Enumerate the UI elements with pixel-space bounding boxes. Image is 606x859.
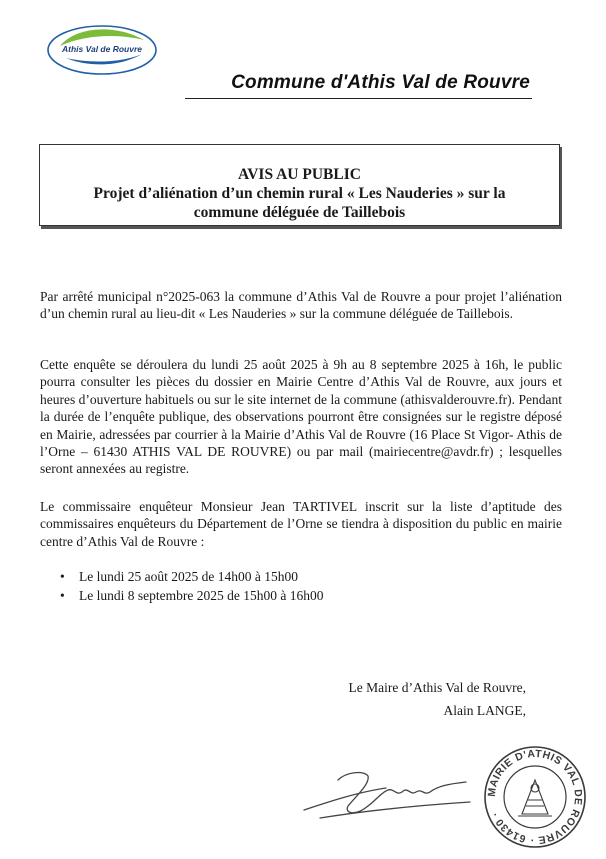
notice-subject-line2: commune déléguée de Taillebois (193, 204, 406, 221)
list-item: • Le lundi 8 septembre 2025 de 15h00 à 16h00 (60, 587, 323, 606)
notice-heading: AVIS AU PUBLIC (238, 166, 361, 183)
signatory-name: Alain LANGE, (443, 703, 526, 718)
commune-title: Commune d'Athis Val de Rouvre (231, 72, 530, 93)
signatory-title: Le Maire d’Athis Val de Rouvre, (348, 680, 526, 695)
paragraph-arrete: Par arrêté municipal n°2025-063 la commune d’Athis Val de Rouvre a pour projet l’aliénation d’un chemin rural au lieu-dit « Les Nauderies » sur la commune déléguée de Taillebois. (40, 289, 562, 322)
handwritten-signature (298, 762, 476, 824)
seal-emblem-icon (518, 780, 552, 816)
notice-subject-line1: Projet d’aliénation d’un chemin rural « Les Nauderies » sur la (93, 185, 506, 202)
mairie-seal (482, 744, 588, 850)
notice-box (39, 144, 560, 226)
paragraph-commissaire: Le commissaire enquêteur Monsieur Jean TARTIVEL inscrit sur la liste d’aptitude des commissaires enquêteurs du Département de l’Orne se tiendra à disposition du public en mairie centre d’Athis Val de Rouvre : (40, 499, 562, 549)
permanence-list (60, 568, 323, 605)
svg-text:MAIRIE D'ATHIS VAL DE ROUVRE · (486, 748, 584, 846)
commune-logo (46, 20, 158, 76)
logo-text: Athis Val de Rouvre (62, 44, 142, 54)
list-item: • Le lundi 25 août 2025 de 14h00 à 15h00 (60, 568, 323, 587)
title-underline (185, 98, 532, 99)
seal-text: MAIRIE D'ATHIS VAL DE ROUVRE · 61430 · (485, 747, 585, 847)
paragraph-enquete: Cette enquête se déroulera du lundi 25 août 2025 à 9h au 8 septembre 2025 à 16h, le public pourra consulter les pièces du dossier en Mairie Centre d’Athis Val de Rouvre, aux jours et heures d’ouverture habituels ou sur le site internet de la commune (athisvalderouvre.fr). Pendant la durée de l’enquête publique, des observations pourront être consignées sur le registre déposé en Mairie, adressées par courrier à la Mairie d’Athis Val de Rouvre (16 Place St Vigor- Athis de l’Orne – 61430 ATHIS VAL DE ROUVRE) ou par mail (mairiecentre@avdr.fr) ; lesquelles seront annexées au registre. (40, 357, 562, 477)
